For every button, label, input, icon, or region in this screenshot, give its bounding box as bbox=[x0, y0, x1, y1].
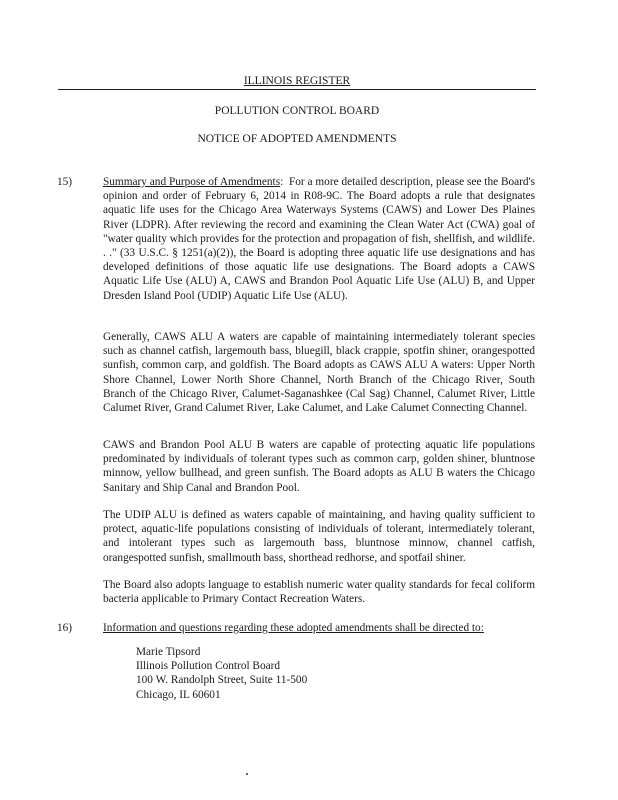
scan-speck bbox=[246, 773, 248, 775]
item-15-paragraph-3: CAWS and Brandon Pool ALU B waters are capable of protecting aquatic life populations predominated by individuals of tolerant types such as common carp, golden shiner, bluntnose minnow, yellow bullhead, and green sunfish. The Board adopts as ALU B waters the Chicago Sanitary and Ship Canal and Brandon Pool. bbox=[103, 439, 535, 494]
notice-title: NOTICE OF ADOPTED AMENDMENTS bbox=[197, 133, 397, 145]
contact-block bbox=[136, 645, 307, 702]
item-15-number: 15) bbox=[57, 176, 73, 188]
item-15-paragraph-2: Generally, CAWS ALU A waters are capable of maintaining intermediately tolerant species such as channel catfish, largemouth bass, bluegill, black crappie, spotfin shiner, orangespotted sunfish, common carp, and goldfish. The Board adopts as CAWS ALU A waters: Upper North Shore Channel, Lower North Shore Channel, North Branch of the Chicago River, South Branch of the Chicago River, Calumet-Saganashkee (Cal Sag) Channel, Calumet River, Little Calumet River, Grand Calumet River, Lake Calumet, and Lake Calumet Connecting Channel. bbox=[103, 331, 535, 415]
item-16-number: 16) bbox=[57, 622, 73, 634]
item-15-paragraph-4: The UDIP ALU is defined as waters capable of maintaining, and having quality sufficient to protect, aquatic-life populations consisting of individuals of tolerant, intermediately tolerant, and intolerant types such as largemouth bass, bluntnose minnow, channel catfish, orangespotted sunfish, smallmouth bass, shorthead redhorse, and spotfail shiner. bbox=[103, 509, 535, 564]
header-rule bbox=[58, 89, 536, 90]
contact-org: Illinois Pollution Control Board bbox=[136, 660, 281, 673]
item-15-heading: Summary and Purpose of Amendments bbox=[103, 176, 281, 188]
contact-name: Marie Tipsord bbox=[136, 646, 201, 658]
contact-city: Chicago, IL 60601 bbox=[136, 688, 221, 701]
item-15-paragraph-5: The Board also adopts language to establish numeric water quality standards for fecal coliform bacteria applicable to Primary Contact Recreation Waters. bbox=[103, 579, 535, 606]
contact-street: 100 W. Randolph Street, Suite 11-500 bbox=[136, 674, 308, 687]
item-16-heading: Information and questions regarding these adopted amendments shall be directed to: bbox=[103, 622, 484, 634]
item-15-paragraph-1: Summary and Purpose of Amendments: For a more detailed description, please see the Board's opinion and order of February 6, 2014 in R08-9C. The Board adopts a rule that designates aquatic life uses for the Chicago Area Waterways Systems (CAWS) and Lower Des Plaines River (LDPR). After reviewing the record and examining the Clean Water Act (CWA) goal of "water quality which provides for the protection and propagation of fish, shellfish, and wildlife. . ." (33 U.S.C. § 1251(a)(2)), the Board is adopting three aquatic life use designations and has developed definitions of those aquatic life use designations. The Board adopts a CAWS Aquatic Life Use (ALU) A, CAWS and Brandon Pool Aquatic Life Use (ALU) B, and Upper Dresden Island Pool (UDIP) Aquatic Life Use (ALU). bbox=[103, 176, 536, 302]
item-15-text-1: For a more detailed description, please see the Board's opinion and order of February 6, 2014 in R08-9C. The Board adopts a rule that designates aquatic life uses for the Chicago Area Waterways Systems (CAWS) and Lower Des Plaines River (LDPR). After reviewing the record and examining the Clean Water Act (CWA) goal of "water quality which provides for the protection and propagation of fish, shellfish, and wildlife. . ." (33 U.S.C. § 1251(a)(2)), the Board is adopting three aquatic life use designations and has developed definitions of those aquatic life use designations. The Board adopts a CAWS Aquatic Life Use (ALU) A, CAWS and Brandon Pool Aquatic Life Use (ALU) B, and Upper Dresden Island Pool (UDIP) Aquatic Life Use (ALU). bbox=[103, 176, 536, 302]
register-title: ILLINOIS REGISTER bbox=[243, 75, 351, 87]
agency-title: POLLUTION CONTROL BOARD bbox=[214, 105, 380, 117]
